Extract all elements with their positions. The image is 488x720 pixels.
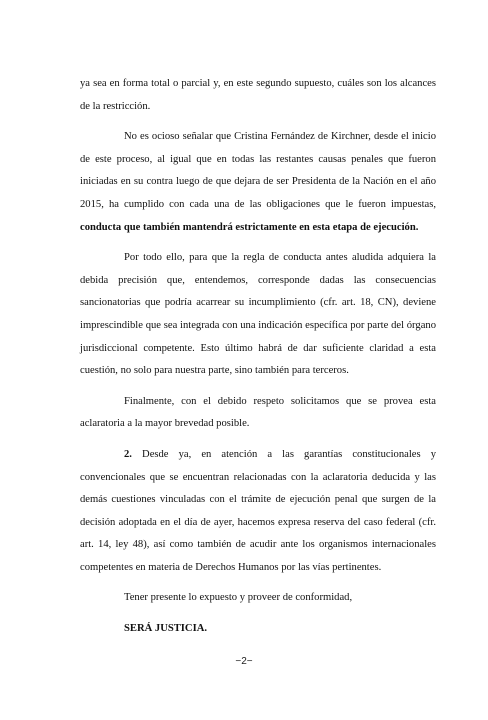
paragraph-restriction: ya sea en forma total o parcial y, en este segundo supuesto, cuáles son los alcances de la restricción. — [80, 78, 436, 112]
paragraph-request: Finalmente, con el debido respeto solicitamos que se provea esta aclaratoria a la mayor brevedad posible. — [80, 395, 436, 430]
compliance-text: No es ocioso señalar que Cristina Fernández de Kirchner, desde el inicio de este proceso, al igual que en todas las restantes causas penales que fueron iniciadas en su contra luego de que dejara de ser Presidenta de la Nación en el año 2015, ha cumplido con cada una de las obligaciones que le fueron impuestas, — [80, 131, 436, 210]
closing-justice — [80, 618, 436, 641]
paragraph-precision: Por todo ello, para que la regla de conducta antes aludida adquiera la debida precisión que, entendemos, corresponde dadas las consecuencias sancionatorias que podría acarrear su incumplimiento (cfr. art. 18, CN), deviene imprescindible que sea integrada con una indicación específica por parte del órgano jurisdiccional competente. Esto último habrá de dar suficiente claridad a esta cuestión, no solo para nuestra parte, sino también para terceros. — [80, 252, 436, 377]
page-number: −2− — [235, 656, 253, 667]
document-body — [80, 73, 436, 641]
federal-reserve-text: Desde ya, en atención a las garantías constitucionales y convencionales que se encuentran relacionadas con la aclaratoria deducida y las demás cuestiones vinculadas con el trámite de ejecución penal que surgen de la decisión adoptada en el día de ayer, hacemos expresa reserva del caso federal (cfr. art. 14, ley 48), así como también de acudir ante los organismos internacionales competentes en materia de Derechos Humanos por las vías pertinentes. — [80, 448, 436, 573]
compliance-bold-text: conducta que también mantendrá estrictamente en esta etapa de ejecución. — [80, 221, 419, 233]
paragraph-federal-reserve — [80, 444, 436, 580]
section-number: 2. — [124, 448, 132, 460]
paragraph-compliance — [80, 126, 436, 239]
justice-text: SERÁ JUSTICIA. — [124, 623, 208, 635]
closing-line: Tener presente lo expuesto y proveer de conformidad, — [124, 592, 353, 604]
